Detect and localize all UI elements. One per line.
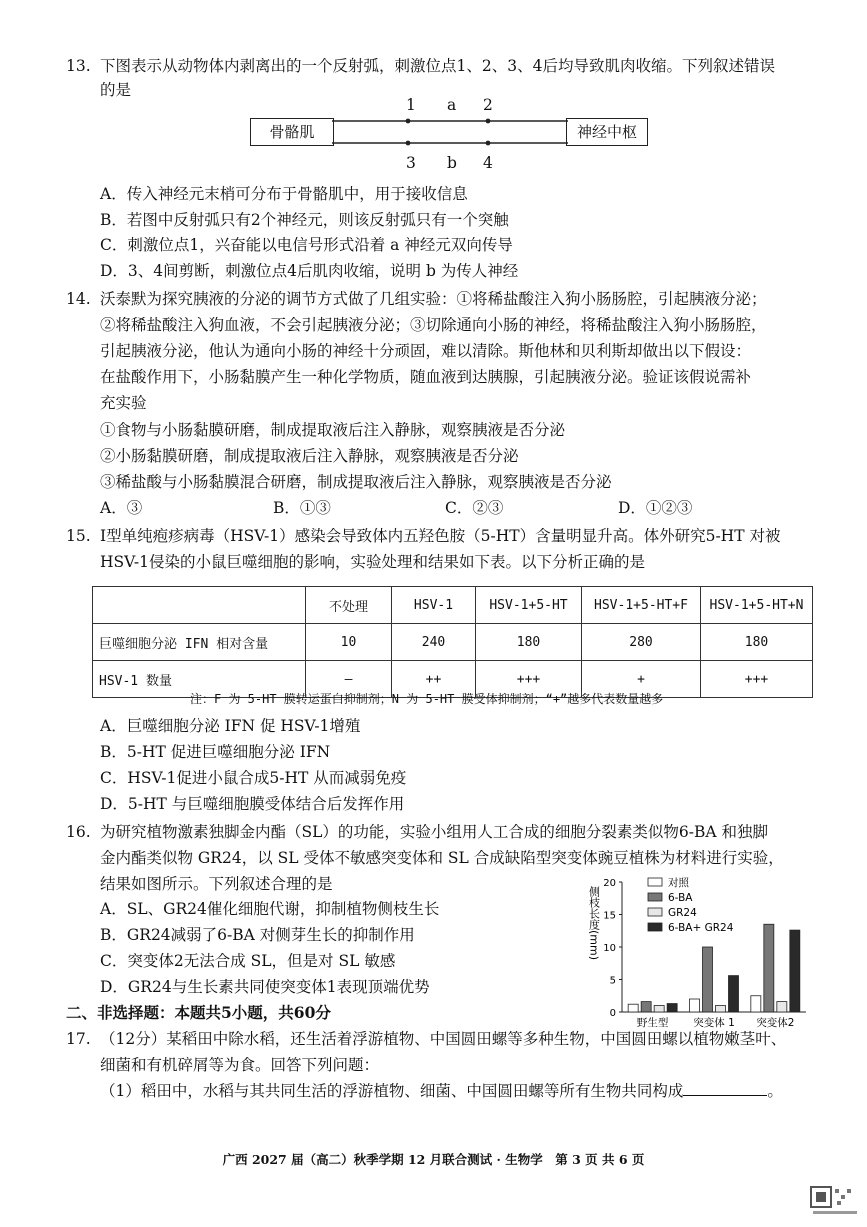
diagram-label-2: 2 (483, 96, 493, 114)
table-header-cell: 不处理 (306, 587, 392, 624)
q15-option-d: D．5-HT 与巨噬细胞膜受体结合后发挥作用 (100, 795, 405, 813)
q14-statement-2: ②小肠黏膜研磨，制成提取液后注入静脉，观察胰液是否分泌 (100, 447, 519, 465)
q16-line: 为研究植物激素独脚金内酯（SL）的功能，实验小组用人工合成的细胞分裂素类似物6-BA 和独脚 (100, 823, 769, 841)
q16-option-a: A．SL、GR24催化细胞代谢，抑制植物侧枝生长 (100, 900, 440, 918)
q14-line: ②将稀盐酸注入狗血液，不会引起胰液分泌；③切除通向小肠的神经，将稀盐酸注入狗小肠肠腔， (100, 316, 767, 334)
legend-swatch (648, 878, 662, 886)
q14-option-d: D．①②③ (618, 499, 693, 517)
answer-blank[interactable] (683, 1081, 767, 1096)
q16-line: 金内酯类似物 GR24，以 SL 受体不敏感突变体和 SL 合成缺陷型突变体豌豆植株为材料进行实验， (100, 849, 784, 867)
bar (690, 999, 700, 1012)
legend-label: 对照 (668, 877, 689, 889)
table-cell: 10 (306, 624, 392, 661)
y-tick-label: 10 (603, 943, 616, 954)
table-header-cell: HSV-1+5-HT (476, 587, 582, 624)
bar (654, 1006, 664, 1013)
q16-option-d: D．GR24与生长素共同使突变体1表现顶端优势 (100, 978, 430, 996)
q15-stem-line2: HSV-1侵染的小鼠巨噬细胞的影响，实验处理和结果如下表。以下分析正确的是 (100, 553, 646, 571)
table-header-row (93, 587, 813, 624)
q16-option-b: B．GR24减弱了6-BA 对侧芽生长的抑制作用 (100, 926, 415, 944)
table-row (93, 624, 813, 661)
table-row-header: HSV-1 数量 (93, 661, 306, 698)
q17-line2: 细菌和有机碎屑等为食。回答下列问题： (100, 1056, 380, 1074)
legend-swatch (648, 908, 662, 916)
nerve-center-box: 神经中枢 (566, 118, 648, 146)
q17-sub1-end: 。 (767, 1082, 783, 1100)
table-header-cell: HSV-1+5-HT+N (701, 587, 813, 624)
q15-number: 15. (66, 527, 91, 545)
q14-line: 沃泰默为探究胰液的分泌的调节方式做了几组实验：①将稀盐酸注入狗小肠肠腔，引起胰液分泌； (100, 290, 767, 308)
skeletal-muscle-box: 骨骼肌 (250, 118, 334, 146)
stim-point-1 (406, 119, 411, 124)
table-cell: 240 (392, 624, 476, 661)
legend-label: 6-BA+ GR24 (668, 922, 734, 934)
q15-option-b: B．5-HT 促进巨噬细胞分泌 IFN (100, 743, 331, 761)
q17-number: 17. (66, 1030, 91, 1048)
q14-option-a: A．③ (100, 499, 143, 517)
q14-line: 在盐酸作用下，小肠黏膜产生一种化学物质，随血液到达胰腺，引起胰液分泌。验证该假说需补 (100, 368, 752, 386)
table-row-header: 巨噬细胞分泌 IFN 相对含量 (93, 624, 306, 661)
q16-number: 16. (66, 823, 91, 841)
x-tick-label: 野生型 (636, 1017, 669, 1029)
q14-statement-3: ③稀盐酸与小肠黏膜混合研磨，制成提取液后注入静脉，观察胰液是否分泌 (100, 473, 612, 491)
stim-point-2 (486, 119, 491, 124)
bar (716, 1006, 726, 1013)
bar (764, 924, 774, 1012)
table-cell: 180 (476, 624, 582, 661)
q13-option-a: A．传入神经元末梢可分布于骨骼肌中，用于接收信息 (100, 185, 468, 203)
q14-option-c: C．②③ (445, 499, 504, 517)
q17-line1: （12分）某稻田中除水稻，还生活着浮游植物、中国圆田螺等多种生物，中国圆田螺以植物嫩茎叶、 (100, 1030, 787, 1048)
bar (777, 1002, 787, 1012)
q14-option-b: B．①③ (273, 499, 331, 517)
legend-swatch (648, 893, 662, 901)
table-header-cell: HSV-1+5-HT+F (582, 587, 701, 624)
diagram-label-4: 4 (483, 154, 493, 172)
table-cell: +++ (476, 661, 582, 698)
side-branch-length-chart (578, 872, 840, 1032)
x-tick-label: 突变体 1 (693, 1017, 735, 1029)
q13-stem-line1: 下图表示从动物体内剥离出的一个反射弧，刺激位点1、2、3、4后均导致肌肉收缩。下列叙述错误 (100, 57, 775, 75)
diagram-label-1: 1 (406, 96, 416, 114)
y-axis-label: 侧枝长度(mm) (587, 886, 601, 961)
bar (703, 947, 713, 1012)
diagram-label-a: a (447, 96, 457, 114)
legend-swatch (648, 923, 662, 931)
bar (628, 1004, 638, 1012)
table-cell: – (306, 661, 392, 698)
qr-watermark-icon (809, 1183, 861, 1221)
q14-line: 引起胰液分泌，他认为通向小肠的神经十分顽固，难以清除。斯他林和贝利斯却做出以下假设： (100, 342, 752, 360)
table-cell: +++ (701, 661, 813, 698)
q13-option-b: B．若图中反射弧只有2个神经元，则该反射弧只有一个突触 (100, 211, 509, 229)
table-cell: + (582, 661, 701, 698)
q15-table-note: 注：F 为 5-HT 膜转运蛋白抑制剂；N 为 5-HT 膜受体抑制剂；“+”越多代表数量越多 (190, 692, 664, 706)
q15-option-c: C．HSV-1促进小鼠合成5-HT 从而减弱免疫 (100, 769, 407, 787)
q15-stem-line1: Ⅰ型单纯疱疹病毒（HSV-1）感染会导致体内五羟色胺（5-HT）含量明显升高。体外研究5-HT 对被 (100, 527, 781, 545)
stim-point-4 (486, 141, 491, 146)
nerve-fibers (332, 114, 568, 150)
q14-number: 14. (66, 290, 91, 308)
q17-sub1 (100, 1081, 783, 1101)
q13-option-c: C．刺激位点1，兴奋能以电信号形式沿着 a 神经元双向传导 (100, 236, 513, 254)
x-tick-label: 突变体2 (756, 1017, 795, 1029)
q13-stem-line2: 的是 (100, 81, 132, 99)
table-header-cell (93, 587, 306, 624)
diagram-label-3: 3 (406, 154, 416, 172)
q14-line: 充实验 (100, 394, 147, 412)
q16-option-c: C．突变体2无法合成 SL，但是对 SL 敏感 (100, 952, 396, 970)
stim-point-3 (406, 141, 411, 146)
legend-label: 6-BA (668, 892, 693, 904)
table-cell: 180 (701, 624, 813, 661)
q17-sub1-text: （1）稻田中，水稻与其共同生活的浮游植物、细菌、中国圆田螺等所有生物共同构成 (100, 1082, 684, 1100)
table-header-cell: HSV-1 (392, 587, 476, 624)
table-cell: ++ (392, 661, 476, 698)
q15-results-table (92, 586, 813, 698)
bar (667, 1004, 677, 1012)
q14-statement-1: ①食物与小肠黏膜研磨，制成提取液后注入静脉，观察胰液是否分泌 (100, 421, 566, 439)
bar (790, 930, 800, 1012)
y-tick-label: 5 (609, 975, 616, 987)
bar (729, 976, 739, 1012)
legend-label: GR24 (668, 907, 697, 919)
q13-option-d: D．3、4间剪断，刺激位点4后肌肉收缩，说明 b 为传人神经 (100, 262, 519, 280)
table-cell: 280 (582, 624, 701, 661)
q15-option-a: A．巨噬细胞分泌 IFN 促 HSV-1增殖 (100, 717, 361, 735)
y-tick-label: 20 (603, 878, 616, 889)
bar (751, 996, 761, 1012)
q16-line: 结果如图所示。下列叙述合理的是 (100, 875, 333, 893)
diagram-label-b: b (447, 154, 457, 172)
page-footer: 广西 2027 届（高二）秋季学期 12 月联合测试 · 生物学 第 3 页 共 6 页 (222, 1152, 645, 1167)
bar (641, 1002, 651, 1012)
q13-number: 13. (66, 57, 91, 75)
y-tick-label: 15 (603, 910, 616, 922)
section-heading: 二、非选择题：本题共5小题，共60分 (66, 1003, 331, 1022)
y-tick-label: 0 (609, 1008, 616, 1019)
